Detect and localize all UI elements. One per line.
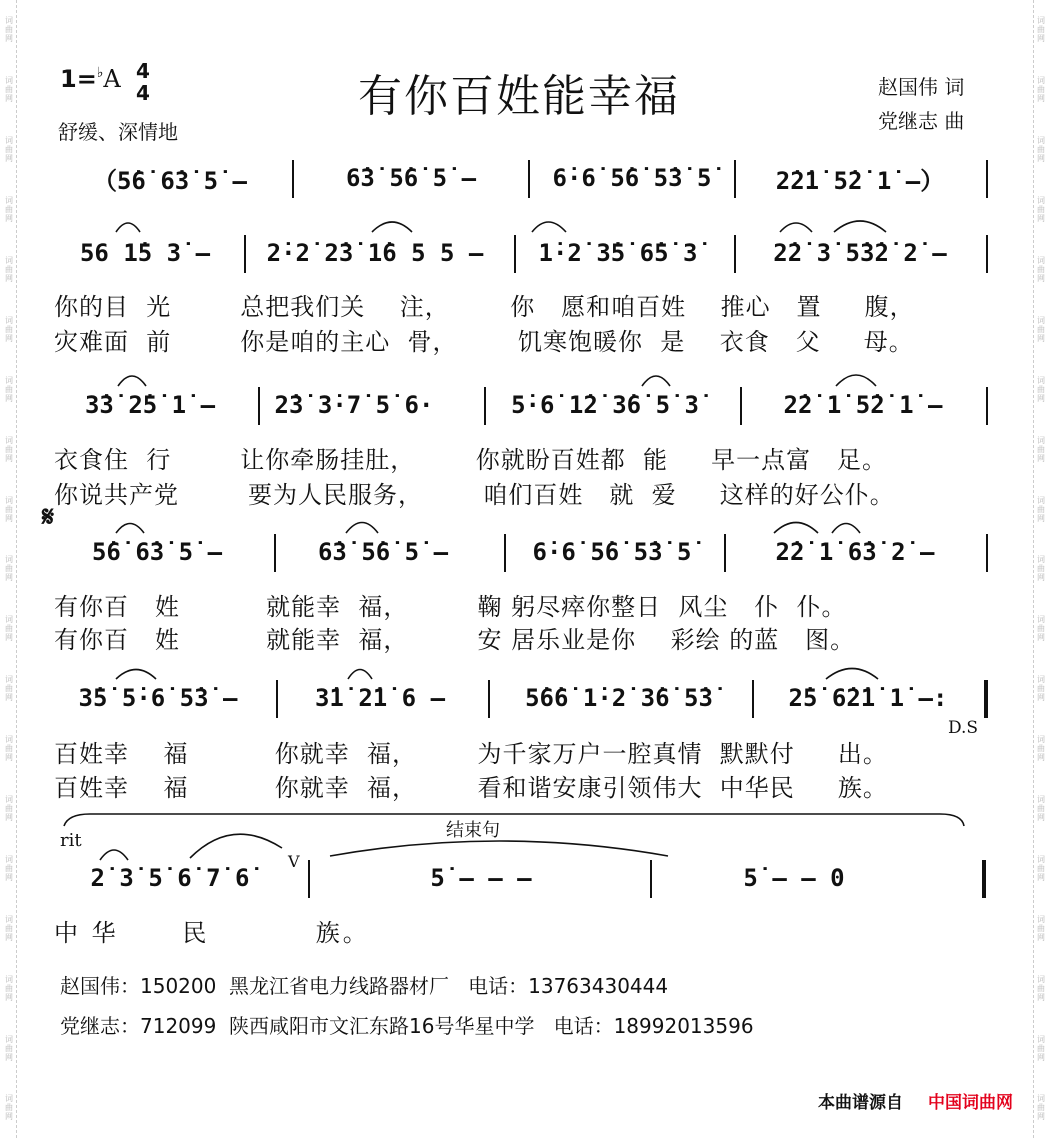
watermark-text: 词 曲 网	[5, 76, 13, 104]
site-link[interactable]: 中国词曲网	[928, 1093, 1013, 1113]
measure-row4-1: 3̇5̇ 5̇·6̇ 5̇3̇ –	[78, 684, 238, 712]
watermark-text: 词 曲 网	[1037, 136, 1045, 164]
watermark-text: 词 曲 网	[5, 256, 13, 283]
intro-measure-4: 2̇2̇1̇ 5̇2̇ 1̇ –）	[775, 166, 945, 195]
watermark-text: 词 曲 网	[1037, 675, 1045, 703]
measure-row3-1: 5̇6̇ 6̇3̇ 5̇ –	[91, 538, 223, 566]
source-label: 本曲谱源自	[818, 1093, 903, 1113]
watermark-text: 词 曲 网	[5, 1034, 13, 1062]
watermark-text: 词 曲 网	[1037, 1094, 1045, 1122]
slur	[826, 669, 878, 680]
slur	[116, 670, 156, 680]
lyric-row1-verse2: 灾难面 前 你是咱的主心 骨， 饥寒饱暖你 是 衣食 父 母。	[54, 328, 914, 356]
slur	[642, 376, 670, 386]
slur	[116, 223, 140, 232]
watermark-text: 词 曲 网	[5, 735, 13, 763]
breath-mark: V	[288, 852, 300, 871]
contact-lyricist: 赵国伟：150200 黑龙江省电力线路器材厂 电话：13763430444	[60, 974, 669, 998]
intro-measure-1: （5̇6̇ 6̇3̇ 5̇ –	[92, 166, 248, 195]
lyric-row2-verse2: 你说共产党 要为人民服务， 咱们百姓 就 爱 这样的好公仆。	[54, 481, 895, 509]
key-signature: 1=♭A	[60, 65, 121, 93]
measure-row2-2: 2̇3̇ 3̇·7̇ 5̇ 6·	[274, 391, 434, 419]
watermark-text: 词 曲 网	[1037, 615, 1045, 643]
time-signature: 4 4	[136, 59, 150, 105]
watermark-text: 词 曲 网	[1037, 196, 1045, 224]
ending-label: 结束句	[446, 820, 500, 841]
lyric-ending: 中 华 民 族。	[54, 919, 370, 947]
watermark-text: 词 曲 网	[1037, 974, 1045, 1002]
measure-row3-2: 6̇3̇ 5̇6̇ 5̇ –	[317, 538, 449, 566]
ritardando-marking: rit	[60, 830, 82, 851]
intro-measure-2: 6̇3̇ 5̇6̇ 5̇ –	[345, 164, 477, 192]
watermark-text: 词 曲 网	[1037, 1034, 1045, 1062]
lyric-row2-verse1: 衣食住 行 让你牵肠挂肚， 你就盼百姓都 能 早一点富 足。	[54, 446, 887, 474]
tempo-marking: 舒缓、深情地	[58, 120, 178, 144]
watermark-text: 词 曲 网	[5, 315, 13, 343]
watermark-text: 词 曲 网	[5, 914, 13, 942]
slur	[774, 523, 818, 534]
contact-composer: 党继志：712099 陕西咸阳市文汇东路16号华星中学 电话：18992013596	[60, 1014, 754, 1038]
measure-row1-1: 56 1̇5 3̇ –	[79, 239, 211, 267]
watermark-text: 词 曲 网	[5, 16, 13, 44]
watermark-text: 词 曲 网	[5, 795, 13, 823]
lyric-row1-verse1: 你的目 光 总把我们关 注， 你 愿和咱百姓 推心 置 腹，	[54, 293, 915, 321]
slur	[190, 834, 282, 858]
intro-measure-3: 6̇·6̇ 5̇6̇ 5̇3̇ 5̇	[552, 164, 712, 192]
watermark-text: 词 曲 网	[5, 196, 13, 224]
watermark-text: 词 曲 网	[1037, 495, 1045, 523]
watermark-text: 词 曲 网	[5, 615, 13, 643]
watermark-text: 词 曲 网	[1037, 435, 1045, 463]
measure-row4-3: 5̇6̇6̇ 1̇·2̇ 3̇6̇ 5̇3̇	[525, 684, 713, 712]
measure-row2-1: 3̇3̇ 2̇5̇ 1̇ –	[84, 391, 216, 419]
lyric-row3-verse1: 有你百 姓 就能幸 福， 鞠 躬尽瘁你整日 风尘 仆 仆。	[54, 593, 847, 621]
slur	[346, 523, 378, 534]
watermark-text: 词 曲 网	[5, 1094, 13, 1122]
watermark-text: 词 曲 网	[1037, 555, 1045, 583]
slur	[832, 524, 860, 534]
composer: 党继志 曲	[878, 109, 965, 133]
measure-row3-3: 6̇·6̇ 5̇6̇ 5̇3̇ 5̇	[532, 538, 692, 566]
slur	[100, 850, 128, 860]
watermark-text: 词 曲 网	[1037, 76, 1045, 104]
ds-marking: D.S	[948, 718, 979, 738]
slur	[780, 223, 812, 232]
watermark-text: 词 曲 网	[5, 675, 13, 703]
watermark-text: 词 曲 网	[5, 495, 13, 523]
song-title: 有你百姓能幸福	[358, 71, 680, 122]
lyric-row4-verse2: 百姓幸 福 你就幸 福， 看和谐安康引领伟大 中华民 族。	[54, 774, 888, 802]
ending-bracket	[64, 814, 964, 826]
slur	[118, 376, 146, 386]
measure-row1-2: 2̇·2̇ 2̇3̇ 1̇6 5 5 –	[266, 239, 484, 267]
ending-measure-1: 2̇ 3̇ 5̇ 6̇ 7̇ 6̇	[90, 864, 250, 892]
ending-measure-3: 5̇ – – 0	[743, 864, 845, 892]
slur	[532, 222, 566, 232]
watermark-text: 词 曲 网	[1037, 16, 1045, 44]
slur	[836, 375, 876, 386]
measure-row2-4: 2̇2̇ 1̇ 5̇2̇ 1̇ –	[783, 391, 943, 419]
measure-row3-4: 2̇2̇ 1̇ 6̇3̇ 2̇ –	[775, 538, 935, 566]
lyricist: 赵国伟 词	[878, 75, 965, 99]
watermark-text: 词 曲 网	[1037, 256, 1045, 283]
slur	[348, 670, 372, 680]
ending-measure-2: 5̇ – – –	[430, 864, 532, 892]
slur	[372, 222, 412, 232]
watermark-text: 词 曲 网	[1037, 914, 1045, 942]
watermark-text: 词 曲 网	[5, 854, 13, 882]
watermark-text: 词 曲 网	[1037, 854, 1045, 882]
watermark-text: 词 曲 网	[1037, 315, 1045, 343]
measure-row4-2: 3̇1̇ 2̇1̇ 6 –	[314, 684, 446, 712]
watermark-text: 词 曲 网	[5, 435, 13, 463]
tie	[330, 841, 668, 856]
segno-sign: 𝄋	[42, 500, 55, 533]
lyric-row4-verse1: 百姓幸 福 你就幸 福， 为千家万户一腔真情 默默付 出。	[54, 740, 888, 768]
watermark-text: 词 曲 网	[1037, 375, 1045, 403]
measure-row1-3: 1̇·2̇ 3̇5̇ 6̇5̇ 3̇	[538, 239, 698, 267]
watermark-text: 词 曲 网	[1037, 735, 1045, 763]
watermark-text: 词 曲 网	[1037, 795, 1045, 823]
watermark-text: 词 曲 网	[5, 974, 13, 1002]
watermark-text: 词 曲 网	[5, 375, 13, 403]
slur	[116, 524, 144, 534]
watermark-text: 词 曲 网	[5, 555, 13, 583]
slur	[834, 221, 886, 232]
watermark-text: 词 曲 网	[5, 136, 13, 164]
measure-row1-4: 2̇2̇ 3̇ 5̇3̇2̇ 2̇ –	[773, 239, 947, 267]
measure-row4-4: 2̇5̇ 6̇2̇1̇ 1̇ –:	[788, 684, 948, 712]
measure-row2-3: 5̇·6̇ 1̇2̇ 3̇6̇ 5̇ 3̇	[511, 391, 699, 419]
lyric-row3-verse2: 有你百 姓 就能幸 福， 安 居乐业是你 彩绘 的蓝 图。	[54, 626, 856, 654]
